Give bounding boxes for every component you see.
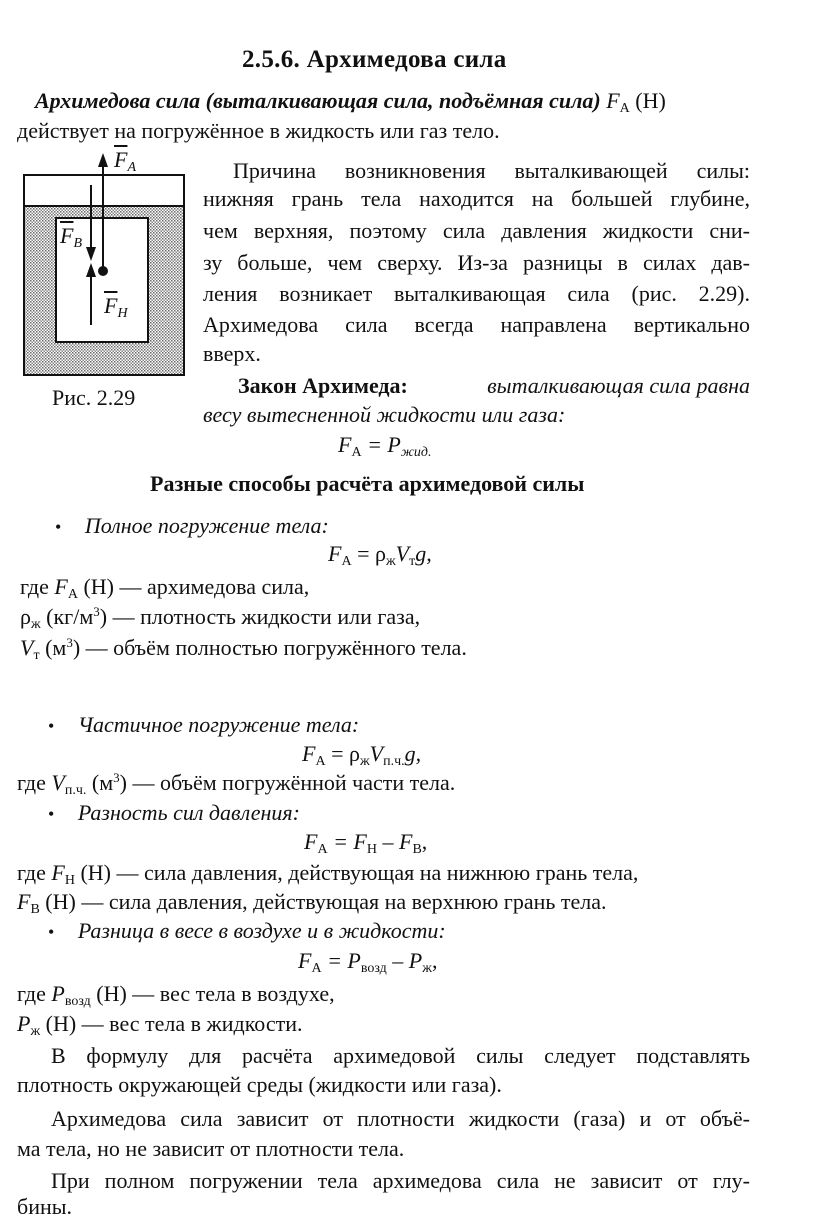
application-point	[98, 266, 108, 276]
note-3-line-1: При полном погружении тела архимедова сила не зависит от глу-	[51, 1168, 750, 1193]
label-fh: $\overline{F}_Н$	[104, 293, 128, 321]
method-2-formula: $F_А = \rho_жV_{п.ч.}g$,	[302, 741, 422, 769]
bullet-icon: •	[55, 517, 62, 537]
method-4-formula: $F_А = P_{возд} - P_ж$,	[298, 948, 438, 976]
intro-line-1	[35, 88, 666, 114]
intro-term: Архимедова сила (выталкивающая сила, подъёмная сила)	[35, 88, 601, 113]
reason-line-1: Причина возникновения выталкивающей силы:	[233, 158, 750, 183]
method-4-line-1: где $P_{возд}$ (Н) — вес тела в воздухе,	[17, 981, 335, 1009]
reason-line-5: ления возникает выталкивающая сила (рис. 2.29).	[203, 281, 750, 306]
method-3-line-1: где $F_Н$ (Н) — сила давления, действующая на нижнюю грань тела,	[17, 860, 639, 888]
label-fa: $\overline{F}_А$	[114, 147, 137, 175]
bullet-icon: •	[48, 922, 55, 942]
method-3-title: • Разность сил давления:	[48, 800, 300, 825]
law-text-1: выталкивающая сила равна	[487, 373, 750, 398]
method-1-line-1: где $F_А$ (Н) — архимедова сила,	[20, 574, 310, 602]
law-line-1	[238, 373, 750, 399]
bullet-icon: •	[48, 804, 55, 824]
method-1-line-2: $\rho_ж$ $(кг/м^3)$ — плотность жидкости или газа,	[20, 604, 421, 632]
figure-2-29	[0, 145, 200, 415]
law-label: Закон Архимеда:	[238, 373, 408, 398]
note-1-line-2: плотность окружающей среды (жидкости или газа).	[17, 1072, 502, 1097]
bullet-icon: •	[48, 716, 55, 736]
method-3-line-2: $F_В$ (Н) — сила давления, действующая на верхнюю грань тела.	[17, 889, 607, 917]
note-2-line-2: ма тела, но не зависит от плотности тела.	[17, 1136, 405, 1161]
intro-unit: (Н)	[635, 88, 666, 113]
law-formula: $F_А = P_{жид.}$	[338, 432, 432, 460]
intro-line-2: действует на погружённое в жидкость или газ тело.	[17, 118, 500, 143]
arrow-fa-head	[98, 153, 108, 167]
intro-symbol-sub: А	[619, 101, 630, 116]
method-4-title: • Разница в весе в воздухе и в жидкости:	[48, 918, 446, 943]
reason-line-2: нижняя грань тела находится на большей глубине,	[203, 186, 750, 211]
note-3-line-2: бины.	[17, 1194, 73, 1219]
archimedes-diagram	[0, 145, 200, 385]
method-2-title: • Частичное погружение тела:	[48, 712, 360, 737]
method-3-formula: $F_А = F_Н - F_В$,	[304, 829, 428, 857]
reason-line-4: зу больше, чем сверху. Из-за разницы в силах дав-	[203, 250, 750, 275]
method-2-line-1: где $V_{п.ч.}$ $(м^3)$ — объём погружённой части тела.	[17, 770, 456, 798]
law-line-2: весу вытесненной жидкости или газа:	[203, 402, 566, 427]
section-title: 2.5.6. Архимедова сила	[242, 46, 507, 73]
methods-heading: Разные способы расчёта архимедовой силы	[150, 471, 585, 496]
note-2-line-1: Архимедова сила зависит от плотности жидкости (газа) и от объё-	[51, 1106, 750, 1131]
method-4-line-2: $P_ж$ (Н) — вес тела в жидкости.	[17, 1011, 303, 1039]
intro-symbol: F	[606, 88, 620, 113]
method-1-title: • Полное погружение тела:	[55, 513, 329, 538]
reason-line-6: Архимедова сила всегда направлена вертикально	[203, 312, 750, 337]
reason-line-7: вверх.	[203, 341, 261, 366]
note-1-line-1: В формулу для расчёта архимедовой силы следует подставлять	[51, 1043, 750, 1068]
method-1-formula: $F_А = \rho_жV_тg$,	[328, 541, 432, 569]
figure-caption: Рис. 2.29	[52, 385, 136, 410]
method-1-line-3: $V_т$ $(м^3)$ — объём полностью погружённого тела.	[20, 635, 467, 663]
reason-line-3: чем верхняя, поэтому сила давления жидкости сни-	[203, 218, 750, 243]
label-fb: $\overline{F}_В$	[60, 223, 83, 251]
